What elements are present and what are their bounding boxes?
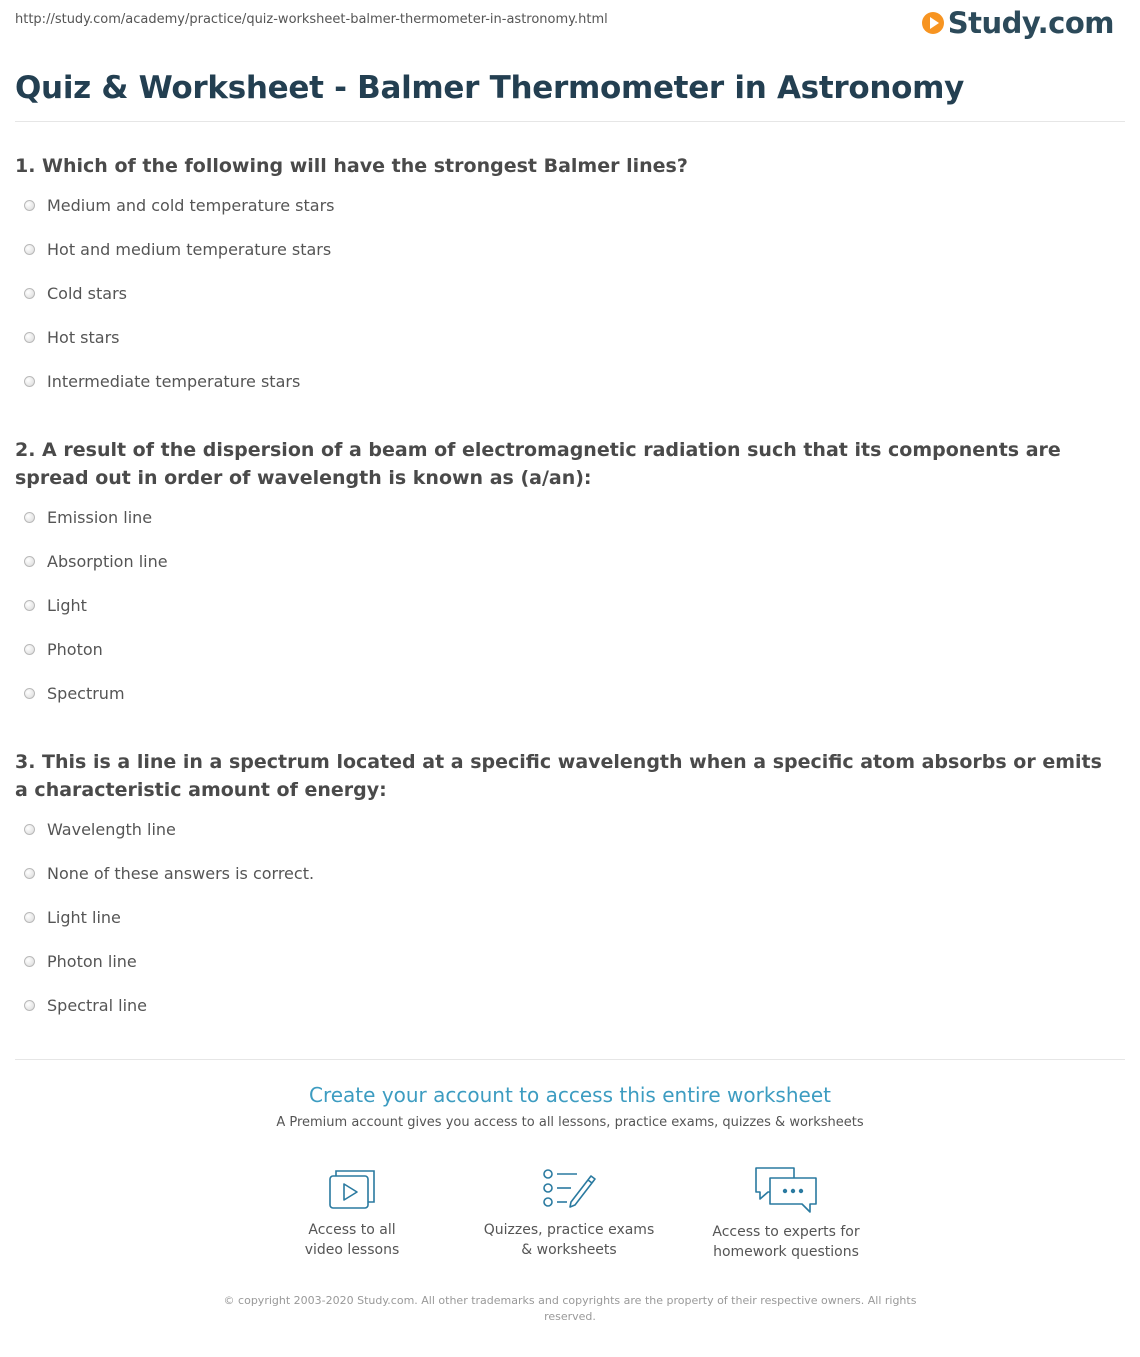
answer-option[interactable]	[15, 640, 1115, 684]
create-account-cta	[0, 1083, 1140, 1130]
radio-button-icon[interactable]	[24, 912, 35, 923]
radio-button-icon[interactable]	[24, 688, 35, 699]
radio-button-icon[interactable]	[24, 1000, 35, 1011]
question-1	[15, 152, 1115, 416]
page-title: Quiz & Worksheet - Balmer Thermometer in Astronomy	[15, 70, 965, 106]
answer-option[interactable]	[15, 820, 1115, 864]
answer-label: Hot and medium temperature stars	[47, 240, 332, 259]
answer-option[interactable]	[15, 284, 1115, 328]
question-text: 1. Which of the following will have the strongest Balmer lines?	[15, 155, 688, 177]
feature-experts	[686, 1166, 886, 1262]
feature-quizzes	[469, 1166, 669, 1260]
radio-button-icon[interactable]	[24, 868, 35, 879]
answer-option[interactable]	[15, 864, 1115, 908]
answer-label: Intermediate temperature stars	[47, 372, 301, 391]
question-2	[15, 436, 1115, 728]
answer-label: Light line	[47, 908, 121, 927]
answer-option[interactable]	[15, 240, 1115, 284]
answer-label: Absorption line	[47, 552, 168, 571]
radio-button-icon[interactable]	[24, 376, 35, 387]
answer-option[interactable]	[15, 952, 1115, 996]
feature-line-1: Quizzes, practice exams	[483, 1222, 655, 1238]
radio-button-icon[interactable]	[24, 244, 35, 255]
answer-label: Spectral line	[47, 996, 148, 1015]
answer-label: None of these answers is correct.	[47, 864, 315, 883]
radio-button-icon[interactable]	[24, 644, 35, 655]
cta-subtitle: A Premium account gives you access to all lessons, practice exams, quizzes & worksheets	[276, 1115, 864, 1130]
answer-option[interactable]	[15, 596, 1115, 640]
answer-label: Photon	[47, 640, 103, 659]
answer-option[interactable]	[15, 508, 1115, 552]
answer-label: Emission line	[47, 508, 153, 527]
radio-button-icon[interactable]	[24, 200, 35, 211]
quiz-checklist-icon	[541, 1166, 597, 1212]
answer-option[interactable]	[15, 328, 1115, 372]
footer-divider	[15, 1059, 1125, 1060]
answer-option[interactable]	[15, 552, 1115, 596]
feature-line-1: Access to experts for	[712, 1224, 860, 1240]
answer-option[interactable]	[15, 196, 1115, 240]
radio-button-icon[interactable]	[24, 600, 35, 611]
feature-line-2: & worksheets	[521, 1242, 617, 1258]
logo-text: Study.com	[947, 6, 1114, 40]
chat-bubbles-icon	[754, 1166, 818, 1214]
feature-line-1: Access to all	[308, 1222, 396, 1238]
video-lessons-icon	[326, 1166, 378, 1212]
answer-label: Wavelength line	[47, 820, 176, 839]
answer-label: Light	[47, 596, 87, 615]
question-text: 3. This is a line in a spectrum located at a specific wavelength when a specific atom absorbs or emits a characteristic amount of energy:	[15, 751, 1102, 801]
radio-button-icon[interactable]	[24, 824, 35, 835]
answer-label: Hot stars	[47, 328, 120, 347]
radio-button-icon[interactable]	[24, 956, 35, 967]
radio-button-icon[interactable]	[24, 288, 35, 299]
create-account-link[interactable]: Create your account to access this entire worksheet	[309, 1083, 831, 1107]
radio-button-icon[interactable]	[24, 556, 35, 567]
answer-option[interactable]	[15, 908, 1115, 952]
answer-label: Photon line	[47, 952, 137, 971]
answer-label: Medium and cold temperature stars	[47, 196, 335, 215]
feature-line-2: homework questions	[713, 1244, 859, 1260]
answer-options	[15, 820, 1115, 1040]
radio-button-icon[interactable]	[24, 512, 35, 523]
question-text: 2. A result of the dispersion of a beam of electromagnetic radiation such that its components are spread out in order of wavelength is known as (a/an):	[15, 439, 1061, 489]
answer-option[interactable]	[15, 684, 1115, 728]
radio-button-icon[interactable]	[24, 332, 35, 343]
answer-options	[15, 508, 1115, 728]
copyright-notice: © copyright 2003-2020 Study.com. All other trademarks and copyrights are the property of their respective owners. All rights reserved.	[223, 1294, 917, 1323]
answer-option[interactable]	[15, 372, 1115, 416]
header-divider	[15, 121, 1125, 122]
answer-label: Cold stars	[47, 284, 127, 303]
play-logo-icon	[922, 12, 944, 34]
answer-option[interactable]	[15, 996, 1115, 1040]
feature-video-lessons	[252, 1166, 452, 1260]
answer-options	[15, 196, 1115, 416]
page-url: http://study.com/academy/practice/quiz-worksheet-balmer-thermometer-in-astronomy.html	[15, 12, 608, 27]
study-logo[interactable]	[922, 6, 1114, 40]
feature-line-2: video lessons	[304, 1242, 400, 1258]
answer-label: Spectrum	[47, 684, 125, 703]
question-3	[15, 748, 1115, 1040]
